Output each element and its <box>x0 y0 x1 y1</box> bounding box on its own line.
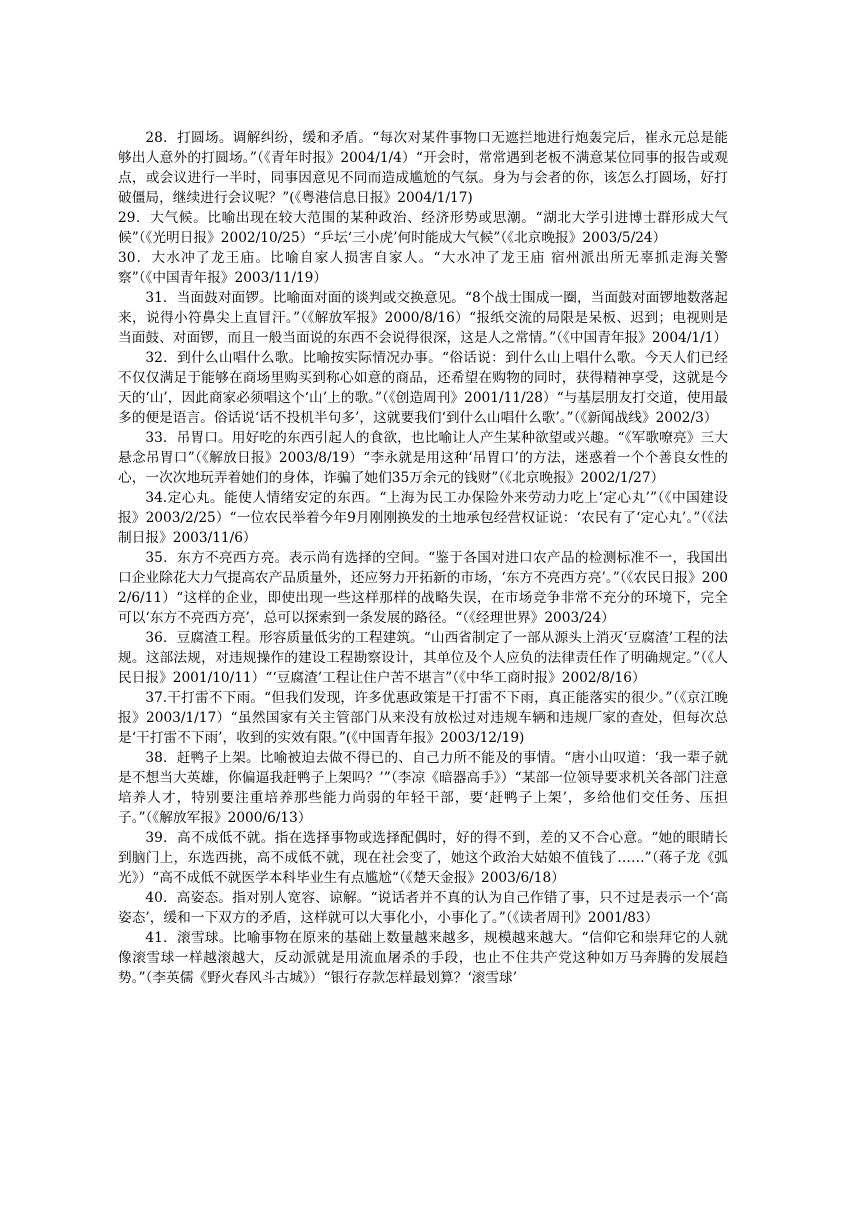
document-body <box>118 128 728 988</box>
entry-29: 29．大气候。比喻出现在较大范围的某种政治、经济形势或思潮。“湖北大学引进博士群形成大气候”（《光明日报》2002/10/25）“乒坛‘三小虎’何时能成大气候”（《北京晚报》2003/5/24） <box>118 210 728 246</box>
entry-31: 31．当面鼓对面锣。比喻面对面的谈判或交换意见。“8个战士围成一圈，当面鼓对面锣地数落起来，说得小符鼻尖上直冒汗。”（《解放军报》2000/8/16）“报纸交流的局限是呆板、迟到；电视则是当面鼓、对面锣，而且一般当面说的东西不会说得很深，这是人之常情。”（《中国青年报》2004/1/1） <box>118 290 728 346</box>
entry-30: 30．大水冲了龙王庙。比喻自家人损害自家人。“大水冲了龙王庙 宿州派出所无辜抓走海关警察”（《中国青年报》2003/11/19） <box>118 250 728 286</box>
entry-39: 39．高不成低不就。指在选择事物或选择配偶时，好的得不到，差的又不合心意。“她的眼睛长到脑门上，东选西挑，高不成低不就，现在社会变了，她这个政治大姑娘不值钱了……”（蒋子龙《弧光》）“高不成低不就医学本科毕业生有点尴尬“（《楚天金报》2003/6/18） <box>118 830 728 886</box>
entry-35: 35．东方不亮西方亮。表示尚有选择的空间。“鉴于各国对进口农产品的检测标准不一，我国出口企业除花大力气提高农产品质量外，还应努力开拓新的市场，‘东方不亮西方亮’。”（《农民日报》2002/6/11）“这样的企业，即使出现一些这样那样的战略失误，在市场竞争非常不充分的环境下，完全可以‘东方不亮西方亮’，总可以探索到一条发展的路径。“（《经理世界》2003/24） <box>118 550 728 626</box>
entry-32: 32．到什么山唱什么歌。比喻按实际情况办事。“俗话说：到什么山上唱什么歌。今天人们已经不仅仅满足于能够在商场里购买到称心如意的商品，还希望在购物的同时，获得精神享受，这就是今天的‘山’，因此商家必须唱这个‘山’上的歌。”（《创造周刊》2001/11/28）“与基层朋友打交道，使用最多的便是语言。俗话说‘话不投机半句多’，这就要我们‘到什么山唱什么歌’。”（《新闻战线》2002/3） <box>118 350 728 426</box>
entry-36: 36．豆腐渣工程。形容质量低劣的工程建筑。“山西省制定了一部从源头上消灭‘豆腐渣’工程的法规。这部法规，对违规操作的建设工程勘察设计，其单位及个人应负的法律责任作了明确规定。”（《人民日报》2001/10/11）“‘豆腐渣’工程让住户苦不堪言”（《中华工商时报》2002/8/16） <box>118 630 728 686</box>
entry-37: 37.干打雷不下雨。“但我们发现，许多优惠政策是干打雷不下雨，真正能落实的很少。”（《京江晚报》2003/1/17）“虽然国家有关主管部门从来没有放松过对违规车辆和违规厂家的查处，但每次总是‘干打雷不下雨’，收到的实效有限。”(《中国青年报》2003/12/19) <box>118 690 728 746</box>
entry-33: 33．吊胃口。用好吃的东西引起人的食欲，也比喻让人产生某种欲望或兴趣。“《军歌嘹亮》三大悬念吊胃口”（《解放日报》2003/8/19）“李永就是用这种‘吊胃口’的方法，迷惑着一个个善良女性的心，一次次地玩弄着她们的身体，诈骗了她们35万余元的钱财”（《北京晚报》2002/1/27） <box>118 430 728 486</box>
entry-40: 40．高姿态。指对别人宽容、谅解。“说话者并不真的认为自己作错了事，只不过是表示一个‘高姿态’，缓和一下双方的矛盾，这样就可以大事化小，小事化了。”（《读者周刊》2001/83） <box>118 890 728 926</box>
entry-38: 38．赶鸭子上架。比喻被迫去做不得已的、自己力所不能及的事情。“唐小山叹道：‘我一辈子就是不想当大英雄，你偏逼我赶鸭子上架吗？’”（李凉《暗器高手》）“某部一位领导要求机关各部门注意培养人才，特别要注重培养那些能力尚弱的年轻干部，要‘赶鸭子上架’，多给他们交任务、压担子。”（《解放军报》2000/6/13） <box>118 750 728 826</box>
entry-28: 28．打圆场。调解纠纷，缓和矛盾。“每次对某件事物口无遮拦地进行炮轰完后，崔永元总是能够出人意外的打圆场。”（《青年时报》2004/1/4）“开会时，常常遇到老板不满意某位同事的报告或观点，或会议进行一半时，同事因意见不同而造成尴尬的气氛。身为与会者的你，该怎么打圆场，好打破僵局，继续进行会议呢？”(《粤港信息日报》2004/1/17) <box>118 130 728 206</box>
entry-34: 34.定心丸。能使人情绪安定的东西。“上海为民工办保险外来劳动力吃上‘定心丸’”（《中国建设报》2003/2/25）“一位农民举着今年9月刚刚换发的土地承包经营权证说：‘农民有了‘定心丸’。”（《法制日报》2003/11/6） <box>118 490 728 546</box>
entry-41: 41．滚雪球。比喻事物在原来的基础上数量越来越多，规模越来越大。“信仰它和崇拜它的人就像滚雪球一样越滚越大，反动派就是用流血屠杀的手段，也止不住共产党这种如万马奔腾的发展趋势。”（李英儒《野火春风斗古城》）“银行存款怎样最划算？‘滚雪球’ <box>118 930 728 986</box>
